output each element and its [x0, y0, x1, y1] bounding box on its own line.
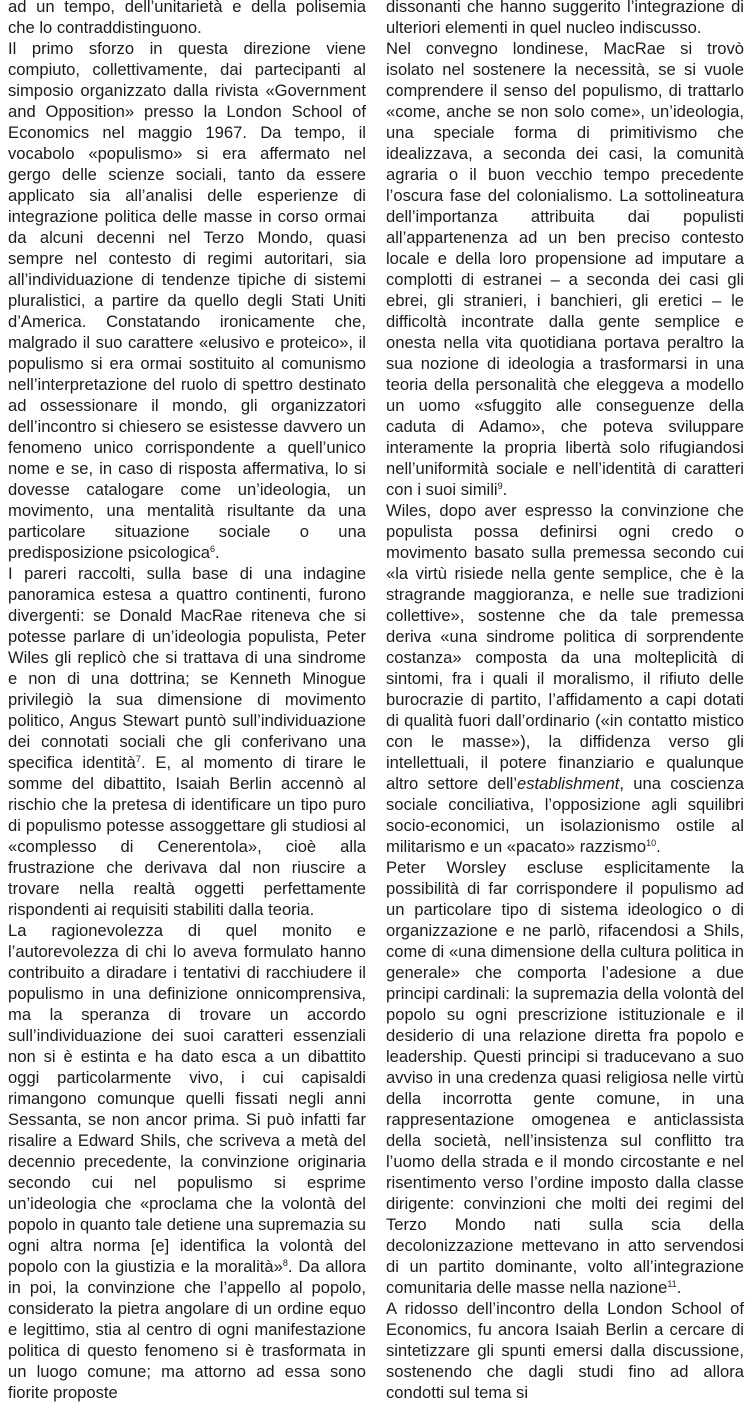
paragraph — [8, 563, 366, 920]
paragraph-text: allora in poi, la convinzione che l’appello al popolo, considerato la pietra angolare di un ordine equo e legittimo, stia al centro di ogni manifestazione politica di questo fenomeno si è trasformata in un luogo comune; ma attorno ad essa sono fiorite proposte — [8, 1257, 366, 1402]
paragraph-text: . — [676, 1278, 682, 1297]
paragraph-text: A ridosso dell’incontro della London School of Economics, fu ancora Isaiah Berlin a cercare di sintetizzare gli spunti emersi dalla discussione, sostenendo che dagli studi fino ad allora condotti sul tema si — [386, 1299, 744, 1402]
paragraph: Il primo sforzo in questa direzione viene compiuto, collettivamente, dai partecipanti al simposio organizzato dalla rivista «Government and Opposition» presso la London School of Economics nel maggio 1967. Da tempo, il vocabolo «populismo» si era affermato nel gergo delle scienze sociali, tanto da essere applicato sia all’analisi delle esperienze di integrazione politica delle masse in corso ormai da alcuni decenni nel Terzo Mondo, quasi sempre nel contesto di regimi autoritari, sia all’individuazione di tendenze tipiche di sistemi pluralistici, a partire da quello degli Stati Uniti d’America. Constatando ironicamente che, malgrado il suo carattere «elusivo e proteico», il populismo si era ormai sostituito al comunismo nell’interpretazione del ruolo di spettro destinato ad ossessionare il mondo, gli organizzatori dell’incontro si chiesero se esistesse davvero un fenomeno unico corrispondente a quell’unico nome e se, in caso di risposta affermativa, lo si dovesse catalogare come un’ideologia, un movimento, una mentalità risultante da una particolare situazione sociale o una predisposizione psicologica$^6$. — [8, 39, 366, 562]
paragraph-text: Nel convegno londinese, MacRae si trovò isolato nel sostenere la necessità, se si vuole comprendere il senso del populismo, di trattarlo «come, anche se non solo come», un’ideologia, una speciale forma di primitivismo che idealizzava, a seconda dei casi, la comunità agraria o il buon vecchio tempo precedente l’oscura fase del colonialismo. La sottolineatura dell’importanza attribuita dai populisti all’appartenenza ad un ben preciso contesto locale e della loro propensione ad imputare a complotti di estranei – a seconda dei casi gli ebrei, gli stranieri, i banchieri, gli eretici – le difficoltà incontrate dalla gente semplice e onesta nella vita quotidiana portava peraltro la sua nozione di ideologia a trasformarsi in una teoria della personalità che eleggeva a modello un uomo «sfuggito alle conseguenze della caduta di Adamo», che poteva sviluppare interamente la propria libertà solo rifugiandosi nell’uniformità sociale e nell’identità di caratteri con i suoi simili — [386, 39, 744, 499]
footnote-ref: 7 — [135, 754, 141, 764]
paragraph-text: Il primo sforzo in questa direzione viene compiuto, collettivamente, dai partecipanti al simposio organizzato dalla rivista «Government and Opposition» presso la London School of Economics nel maggio 1967. Da tempo, il vocabolo «populismo» si era affermato nel gergo delle scienze sociali, tanto da essere applicato sia all’analisi delle esperienze di integrazione politica delle masse in corso ormai da alcuni decenni nel Terzo Mondo, quasi sempre nel contesto di regimi autoritari, sia all’individuazione di tendenze tipiche di sistemi pluralistici, a partire da quello degli Stati Uniti d’America. Constatando ironicamente che, malgrado il suo carattere «elusivo e proteico», il populismo si era ormai sostituito al comunismo nell’interpretazione del ruolo di spettro destinato ad ossessionare il mondo, gli organizzatori dell’incontro si chiesero se esistesse davvero un fenomeno unico corrispondente a quell’unico nome e se, in caso di risposta affermativa, lo si dovesse catalogare come un’ideologia, un movimento, una mentalità risultante da una particolare situazione sociale o una predisposizione psicologica — [8, 39, 366, 562]
paragraph — [386, 500, 744, 857]
paragraph — [386, 1298, 744, 1403]
paragraph-text: dissonanti che hanno suggerito l’integrazione di ulteriori elementi in quel nucleo indiscusso. — [386, 0, 744, 37]
footnote-ref: 6 — [210, 544, 216, 554]
paragraph — [8, 920, 366, 1403]
paragraph-text: . — [502, 480, 508, 499]
paragraph — [386, 38, 744, 500]
paragraph-text: Peter Worsley escluse esplicitamente la possibilità di far corrispondere il populismo ad un particolare tipo di sistema ideologico o di organizzazione e ne parlò, rifacendosi a Shils, come di «una dimensione della cultura politica in generale» che comporta l’adesione a due principi cardinali: la supremazia della volontà del popolo su ogni prescrizione istituzionale e il desiderio di una relazione diretta fra popolo e leadership. Questi principi si traducevano a suo avviso in una credenza quasi religiosa nelle virtù della incorrotta gente comune, in una rappresentazione omogenea e anticlassista della società, nell’insistenza sul conflitto tra l’uomo della strada e il mondo circostante e nel risentimento verso l’ordine imposto dalla classe dirigente: convinzioni che molti dei regimi del Terzo Mondo nati sulla scia della decolonizzazione mettevano in atto servendosi di un partito dominante, volto all’integrazione comunitaria delle masse nella nazione — [386, 858, 744, 1297]
paragraph-text: ad un tempo, dell’unitarietà e della polisemia che lo contraddistinguono. — [8, 0, 366, 37]
footnote-ref: 10 — [646, 838, 657, 848]
paragraph-text: . Da — [287, 1257, 320, 1276]
paragraph-text: I pareri raccolti, sulla base di una indagine panoramica estesa a quattro continenti, furono divergenti: se Donald MacRae riteneva che si potesse parlare di un’ideologia populista, Peter Wiles gli replicò che si trattava di una sindrome e non di una dottrina; se Kenneth Minogue privilegiò la sua dimensione di movimento politico, Angus Stewart puntò sull’individuazione dei connotati sociali che gli conferivano una specifica identità — [8, 564, 366, 772]
paragraph-text: La ragionevolezza di quel monito e l’autorevolezza di chi lo aveva formulato hanno contribuito a diradare i tentativi di racchiudere il populismo in una definizione onnicomprensiva, ma la speranza di trovare un accordo sull’individuazione dei suoi caratteri essenziali non si è estinta e ha dato esca a un dibattito oggi particolarmente vivo, i cui capisaldi rimangono comunque quelli fissati negli anni Sessanta, se non ancor prima. Si può infatti far risalire a Edward Shils, che scriveva a metà del decennio precedente, la convinzione originaria secondo cui nel populismo si esprime un’ideologia che «proclama che la volontà del popolo in quanto tale detiene una supremazia su ogni altra norma [e] identifica la volontà del popolo con la giustizia e la moralità» — [8, 921, 366, 1276]
paragraph-text: , una coscienza sociale conciliativa, l’opposizione agli squilibri socio-economici, un isolazionismo ostile al militarismo e un «pacato» razzismo — [386, 774, 745, 856]
paragraph-text: Wiles, dopo aver espresso la convinzione che populista possa definirsi ogni credo o movimento basato sulla premessa secondo cui «la virtù risiede nella gente semplice, che è la stragrande maggioranza, e nelle sue tradizioni collettive», sostenne che da tale premessa deriva «una sindrome politica di sorprendente costanza» composta da una molteplicità di sintomi, fra i quali il moralismo, il rifiuto delle burocrazie di partito, l’affidamento a capi dotati di qualità fuori dall’ordinario («in contatto mistico con le masse»), la diffidenza verso gli intellettuali, il potere finanziario e qualunque altro settore dell’ — [386, 501, 744, 793]
paragraph — [386, 0, 744, 38]
text-column-left — [8, 0, 366, 1402]
footnote-ref: 9 — [497, 481, 503, 491]
italic-term: establishment — [517, 774, 620, 793]
text-column-right — [386, 0, 745, 1402]
paragraph — [386, 857, 744, 1298]
paragraph-text: . E, al momento di tirare le somme del dibattito, Isaiah Berlin accennò al rischio che la pretesa di identificare un tipo puro di populismo potesse assoggettare gli studiosi al «complesso di Cenerentola», cioè alla frustrazione che derivava dal non riuscire a trovare nella realtà oggetti perfettamente rispondenti ai requisiti stabiliti dalla teoria. — [8, 753, 366, 919]
footnote-ref: 8 — [282, 1258, 288, 1268]
paragraph — [8, 0, 366, 38]
footnote-ref: 11 — [667, 1279, 677, 1289]
paragraph-text: . — [656, 837, 661, 856]
